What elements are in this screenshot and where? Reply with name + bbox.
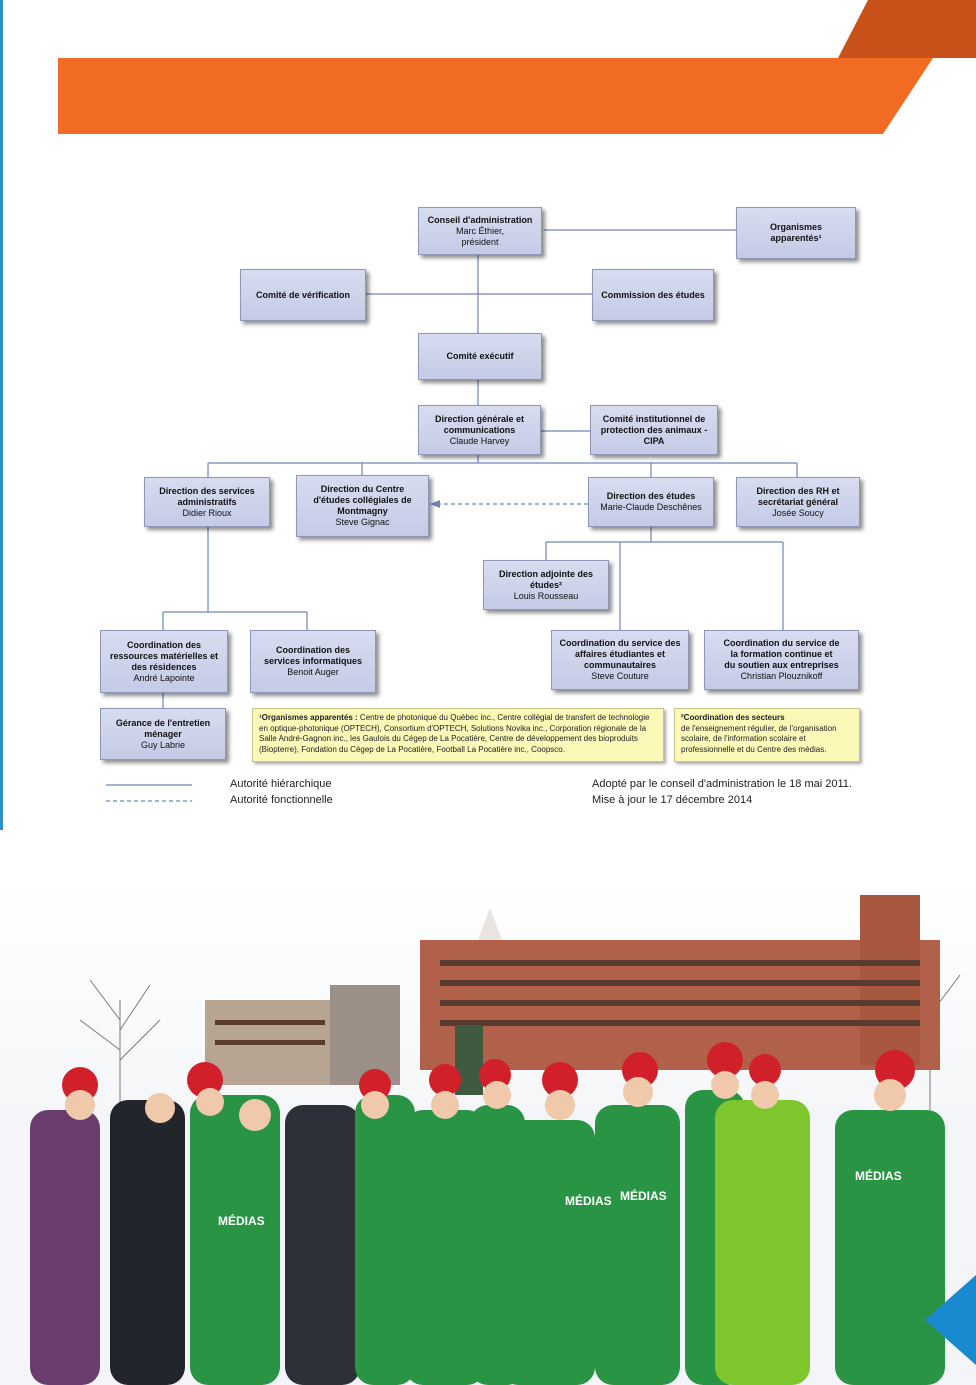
box-title-line3: Montmagny [337,506,388,516]
box-title-line2: services informatiques [263,656,363,666]
box-cipa [590,405,718,455]
box-title-line2: la formation continue et [730,649,833,659]
note-body: de l'enseignement régulier, de l'organisation scolaire, de l'information scolaire et professionnelle et du Centre des médias. [681,723,837,754]
box-person: Guy Labrie [140,739,186,750]
box-rh-secretariat [736,477,860,527]
box-title-line2: communications [443,424,516,435]
box-title-line2: études² [529,579,562,590]
legend-solid-label: Autorité hiérarchique [230,778,332,790]
box-title-line2: d'études collégiales de [313,495,412,505]
note-body: Centre de photonique du Québec inc., Centre collégial de transfert de technologie en optique-photonique (OPTECH), Consortium d'OPTECH, Solutions Novika inc., Corporation régionale de la Salle André-Gagnon inc., les Gaulois du Cégep de La Pocatière, Centre de développement des bioproduits (Biopterre), Fondation du Cégep de La Pocatière, Football La Pocatière inc., Coopsco. [259,713,650,754]
building-mid [330,985,400,1085]
box-person: Marie-Claude Deschênes [600,502,702,512]
box-title: Coordination des [127,639,201,650]
box-title: Coordination du service de [723,638,840,648]
adoption-date: Adopté par le conseil d'administration le 18 mai 2011. [592,778,852,790]
box-title: Direction des services [159,485,255,496]
box-centre-montmagny [296,475,429,537]
box-person: Benoit Auger [287,667,339,677]
box-title-line2: ressources matérielles et [109,650,219,661]
box-title: Gérance de l'entretien [115,717,211,728]
box-person: Steve Gignac [335,517,390,527]
box-person: Claude Harvey [449,435,510,446]
box-direction-generale [418,405,541,455]
vest-label: MÉDIAS [565,1194,612,1208]
box-services-administratifs [144,477,270,527]
box-title-line3: des résidences [131,661,197,672]
box-person: Christian Plouznikoff [740,671,823,681]
box-title: Direction des RH et [756,485,840,496]
box-title: Coordination du service des [559,638,681,648]
box-title-line3: CIPA [643,435,665,446]
box-person: Marc Éthier, [455,225,504,236]
group-photo [0,880,976,1385]
legend-dashed-label: Autorité fonctionnelle [230,794,333,806]
box-title: Direction du Centre [320,484,405,494]
box-title: Comité exécutif [446,351,514,361]
box-person: Didier Rioux [182,507,232,518]
box-title-line3: communautaires [583,660,657,670]
box-direction-etudes [588,477,714,527]
note-heading: ¹Organismes apparentés : [259,713,358,722]
box-title: Commission des études [601,289,705,300]
box-direction-adjointe [483,560,609,610]
box-title: Comité de vérification [255,289,351,300]
box-coord-ressources [100,630,228,693]
update-date: Mise à jour le 17 décembre 2014 [592,794,753,806]
box-person: Josée Soucy [772,507,824,518]
box-title-line2: administratifs [177,496,237,507]
vest-label: MÉDIAS [620,1189,667,1203]
vest-label: MÉDIAS [855,1169,902,1183]
box-commission-etudes [592,269,714,321]
box-title-line2: affaires étudiantes et [574,649,666,659]
box-title-line2: ménager [144,728,182,739]
note-organismes-apparentes [252,708,664,762]
note-heading: ²Coordination des secteurs [681,713,785,722]
box-comite-executif [418,333,542,380]
box-title-line2: protection des animaux - [600,424,708,435]
box-title-line2: secrétariat général [757,496,839,507]
box-role: président [461,236,499,247]
box-person: Louis Rousseau [513,590,579,601]
box-gerance-entretien [100,708,226,760]
box-title: Coordination des [276,645,350,655]
box-title: Comité institutionnel de [602,413,706,424]
box-person: Steve Couture [591,671,649,681]
box-title-line3: du soutien aux entreprises [724,660,839,670]
vest-label: MÉDIAS [218,1214,265,1228]
box-conseil-administration [418,207,542,255]
box-title: Direction des études [606,491,696,501]
box-comite-verification [240,269,366,321]
box-coord-formation-continue [704,630,859,690]
box-title: Conseil d'administration [427,214,533,225]
box-title-line2: apparentés¹ [770,233,822,243]
note-coordination-secteurs [674,708,860,762]
box-title: Direction générale et [434,413,525,424]
box-title: Organismes [769,222,823,232]
box-title: Direction adjointe des [498,568,594,579]
students-group [30,1090,945,1385]
box-coord-informatique [250,630,376,693]
box-person: André Lapointe [133,672,195,683]
box-organismes-apparentes [736,207,856,259]
box-coord-affaires-etudiantes [551,630,689,690]
